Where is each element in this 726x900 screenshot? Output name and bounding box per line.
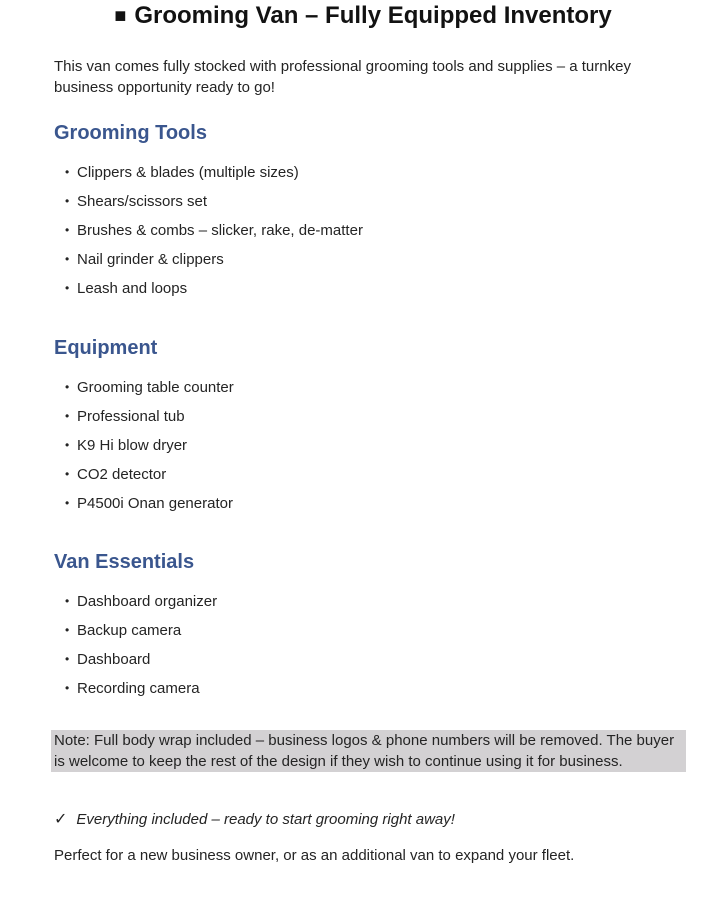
- list-item: [54, 587, 683, 616]
- list-item-text: Nail grinder & clippers: [77, 251, 224, 268]
- section-heading: Grooming Tools: [54, 122, 207, 144]
- list-item-text: Grooming table counter: [77, 379, 234, 396]
- item-list: [54, 373, 683, 518]
- bullet-icon: •: [65, 380, 70, 394]
- section-heading: Equipment: [54, 337, 158, 359]
- list-item: [54, 616, 683, 645]
- item-list: [54, 587, 683, 703]
- list-item: [54, 187, 683, 216]
- check-line-text: Everything included – ready to start grooming right away!: [76, 811, 455, 828]
- bullet-icon: •: [65, 252, 70, 266]
- item-list: [54, 158, 683, 303]
- bullet-icon: •: [65, 438, 70, 452]
- list-item-text: K9 Hi blow dryer: [77, 437, 188, 454]
- page-title: [0, 0, 726, 30]
- list-item: [54, 431, 683, 460]
- check-line: [54, 809, 683, 830]
- document-body: [0, 56, 726, 866]
- list-item-text: Backup camera: [77, 622, 182, 639]
- bullet-icon: •: [65, 281, 70, 295]
- list-item-text: Dashboard organizer: [77, 593, 218, 610]
- list-item: [54, 373, 683, 402]
- bullet-icon: •: [65, 194, 70, 208]
- section-grooming-tools: [54, 122, 683, 303]
- bullet-icon: •: [65, 165, 70, 179]
- bullet-icon: •: [65, 623, 70, 637]
- section-heading: Van Essentials: [54, 551, 195, 573]
- list-item-text: P4500i Onan generator: [77, 495, 233, 512]
- bullet-icon: •: [65, 223, 70, 237]
- list-item: [54, 158, 683, 187]
- list-item-text: Professional tub: [77, 408, 185, 425]
- list-item-text: Dashboard: [77, 651, 151, 668]
- list-item-text: Leash and loops: [77, 280, 188, 297]
- bullet-icon: •: [65, 496, 70, 510]
- page-title-text: Grooming Van – Fully Equipped Inventory: [134, 2, 612, 29]
- bullet-icon: •: [65, 652, 70, 666]
- closing-paragraph: Perfect for a new business owner, or as an additional van to expand your fleet.: [54, 847, 575, 864]
- list-item: [54, 674, 683, 703]
- section-van-essentials: [54, 551, 683, 703]
- list-item: [54, 402, 683, 431]
- note-highlighted-paragraph: Note: Full body wrap included – business logos & phone numbers will be removed. The buyer is welcome to keep the rest of the design if they wish to continue using it for business.: [51, 730, 686, 772]
- checkmark-icon: ✓: [54, 811, 68, 828]
- list-item: [54, 460, 683, 489]
- list-item-text: Clippers & blades (multiple sizes): [77, 164, 299, 181]
- section-equipment: [54, 337, 683, 518]
- bullet-icon: •: [65, 681, 70, 695]
- list-item: [54, 274, 683, 303]
- list-item: [54, 645, 683, 674]
- bullet-icon: •: [65, 467, 70, 481]
- list-item-text: Brushes & combs – slicker, rake, de-matter: [77, 222, 363, 239]
- intro-paragraph: This van comes fully stocked with professional grooming tools and supplies – a turnkey business opportunity ready to go!: [54, 58, 631, 96]
- bullet-icon: •: [65, 409, 70, 423]
- list-item: [54, 245, 683, 274]
- list-item-text: Shears/scissors set: [77, 193, 208, 210]
- list-item: [54, 489, 683, 518]
- list-item-text: Recording camera: [77, 680, 200, 697]
- list-item: [54, 216, 683, 245]
- bullet-icon: •: [65, 594, 70, 608]
- black-square-icon: ■: [114, 5, 127, 27]
- list-item-text: CO2 detector: [77, 466, 167, 483]
